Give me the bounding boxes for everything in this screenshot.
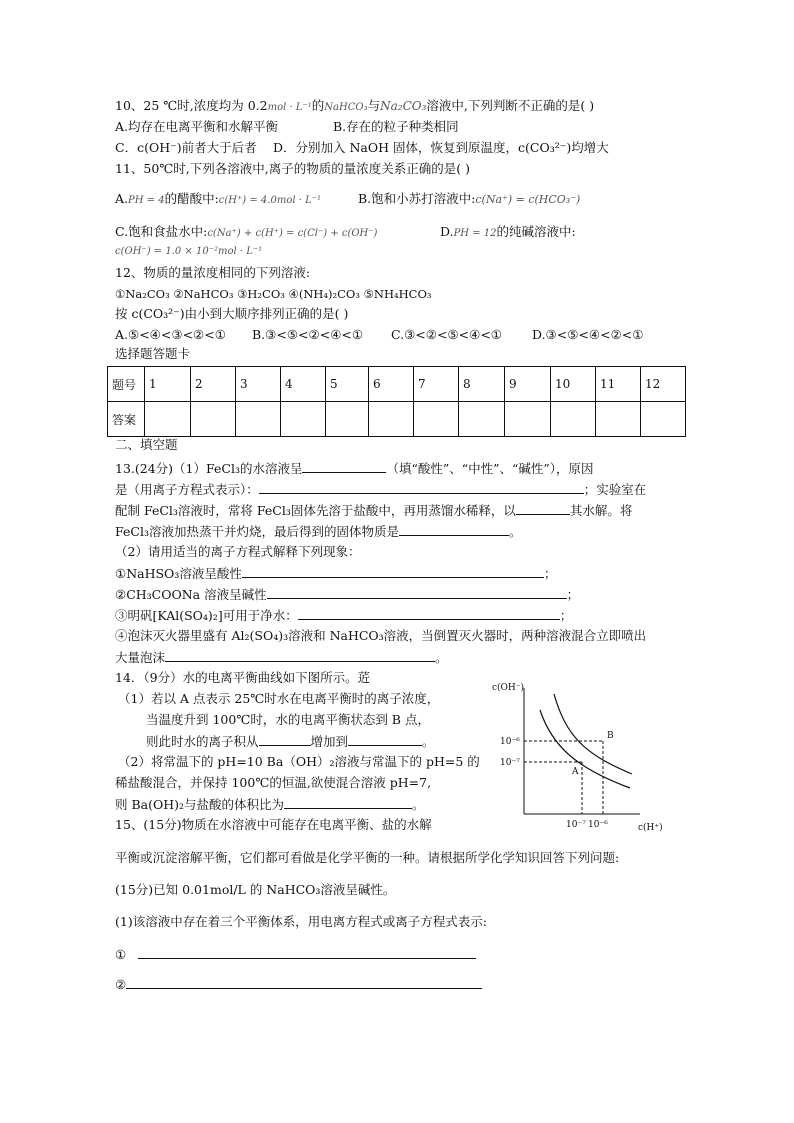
question-number-cell: 11 [596, 367, 641, 402]
q14-line6: 稀盐酸混合，并保持 100℃的恒温,欲使混合溶液 pH=7, [115, 775, 432, 790]
q12-option-b[interactable]: B.③<⑤<②<④<① [252, 327, 364, 342]
question-number-cell: 1 [145, 367, 191, 402]
q15-line2: 平衡或沉淀溶解平衡，它们都可看做是化学平衡的一种。请根据所学化学知识回答下列问题: [115, 850, 620, 865]
q11-stem: 11、50℃时,下列各溶液中,离子的物质的量浓度关系正确的是( ) [115, 161, 470, 176]
q13-item4: ④泡沫灭火器里盛有 Al₂(SO₄)₃溶液和 NaHCO₃溶液，当倒置灭火器时，两种溶液混合立即喷出 [115, 628, 647, 643]
question-number-cell: 7 [414, 367, 459, 402]
q14-line4: 则此时水的离子积从 增加到 。 [146, 734, 435, 749]
q15-answer-2: ② [115, 976, 482, 993]
question-number-cell: 2 [191, 367, 236, 402]
q10-option-b[interactable]: B.存在的粒子种类相同 [333, 119, 459, 134]
answer-cell[interactable] [145, 402, 191, 437]
answer-card-row-label: 答案 [108, 402, 145, 437]
answer-blank[interactable] [138, 946, 476, 959]
water-ionization-graph [480, 676, 670, 836]
q11-option-b[interactable]: B.饱和小苏打溶液中:c(Na⁺) = c(HCO₃⁻) [358, 191, 581, 206]
q15-answer-1: ① [115, 946, 476, 963]
q12-option-d[interactable]: D.③<⑤<④<②<① [532, 327, 644, 342]
answer-card-number-row [108, 367, 686, 402]
answer-cell[interactable] [326, 402, 369, 437]
q13-item2: ②CH₃COONa 溶液呈碱性 ； [115, 587, 580, 602]
q10-options-cd [115, 140, 609, 156]
q10-option-d[interactable]: D．分别加入 NaOH 固体，恢复到原温度，c(CO₃²⁻)均增大 [273, 140, 609, 155]
answer-blank[interactable] [399, 523, 509, 536]
question-number-cell: 4 [281, 367, 326, 402]
q12-options [115, 327, 644, 343]
q13-item4-cont: 大量泡沫 。 [115, 650, 448, 665]
answer-cell[interactable] [414, 402, 459, 437]
point-b-label: B [607, 731, 614, 741]
graph-y-label: c(OH⁻) [492, 683, 525, 693]
q13-line2: 是（用离子方程式表示）： ；实验室在 [115, 482, 647, 497]
q13-item1: ①NaHSO₃溶液呈酸性 ； [115, 566, 557, 581]
answer-blank[interactable] [242, 565, 544, 578]
answer-blank[interactable] [284, 796, 412, 809]
q10-stem: 10、25 ℃时,浓度均为 0.2mol · L⁻¹的NaHCO₃与Na₂CO₃溶液中,下列判断不正确的是( ) [115, 98, 595, 113]
q14-line7: 则 Ba(OH)₂与盐酸的体积比为 。 [115, 797, 425, 812]
q15-line1: 15、(15分)物质在水溶液中可能存在电离平衡、盐的水解 [115, 817, 432, 832]
q11-option-c[interactable]: C.饱和食盐水中:c(Na⁺) + c(H⁺) = c(Cl⁻) + c(OH⁻) [115, 224, 378, 239]
answer-cell[interactable] [641, 402, 686, 437]
answer-cell[interactable] [596, 402, 641, 437]
answer-blank[interactable] [348, 733, 422, 746]
answer-card-title: 选择题答题卡 [115, 346, 191, 361]
x-tick-label: 10⁻⁶ [588, 820, 608, 830]
answer-cell[interactable] [505, 402, 551, 437]
q12-items: ①Na₂CO₃ ②NaHCO₃ ③H₂CO₃ ④(NH₄)₂CO₃ ⑤NH₄HCO₃ [115, 287, 432, 301]
question-number-cell: 3 [236, 367, 281, 402]
question-number-cell: 10 [551, 367, 596, 402]
q13-line1: 13.(24分)（1）FeCl₃的水溶液呈 （填“酸性”、“中性”、“碱性”），原因 [115, 461, 594, 476]
q13-part2: （2）请用适当的离子方程式解释下列现象： [115, 544, 361, 559]
answer-blank[interactable] [298, 607, 560, 620]
answer-cell[interactable] [459, 402, 505, 437]
q12-ask: 按 c(CO₃²⁻)由小到大顺序排列正确的是( ) [115, 306, 349, 321]
answer-blank[interactable] [516, 502, 570, 515]
y-tick-label: 10⁻⁷ [500, 758, 520, 768]
question-number-cell: 5 [326, 367, 369, 402]
question-number-cell: 8 [459, 367, 505, 402]
q10-options-ab [115, 119, 459, 135]
answer-blank[interactable] [259, 481, 584, 494]
answer-blank[interactable] [165, 649, 435, 662]
answer-blank[interactable] [126, 976, 482, 989]
answer-card-row-label: 题号 [108, 367, 145, 402]
graph-x-label: c(H⁺) [638, 823, 663, 833]
x-tick-label: 10⁻⁷ [566, 820, 586, 830]
q12-option-a[interactable]: A.⑤<④<③<②<① [115, 327, 226, 342]
q14-line1: 14．（9分）水的电离平衡曲线如下图所示。菦 [115, 670, 371, 685]
q11-option-d-formula: c(OH⁻) = 1.0 × 10⁻²mol · L⁻¹ [115, 246, 263, 257]
y-tick-label: 10⁻⁶ [500, 737, 520, 747]
answer-card-table [107, 366, 686, 437]
q11-option-a[interactable]: A.PH = 4的醋酸中:c(H⁺) = 4.0mol · L⁻¹ [115, 191, 322, 206]
answer-cell[interactable] [191, 402, 236, 437]
q14-line3: 当温度升到 100℃时，水的电离平衡状态到 B 点， [146, 712, 430, 727]
answer-cell[interactable] [369, 402, 414, 437]
curve-lower [540, 710, 630, 788]
q13-line4: FeCl₃溶液加热蒸干并灼烧，最后得到的固体物质是 。 [115, 524, 522, 539]
q10-option-c[interactable]: C．c(OH⁻)前者大于后者 [115, 140, 257, 155]
q13-line3: 配制 FeCl₃溶液时，常将 FeCl₃固体先溶于盐酸中，再用蒸馏水稀释，以 其水解。将 [115, 503, 633, 518]
q12-option-c[interactable]: C.③<②<⑤<④<① [391, 327, 503, 342]
answer-card-answer-row [108, 402, 686, 437]
answer-blank[interactable] [302, 460, 386, 473]
answer-blank[interactable] [259, 733, 311, 746]
q12-stem: 12、物质的量浓度相同的下列溶液: [115, 265, 311, 280]
q15-line4: (1)该溶液中存在着三个平衡体系，用电离方程式或离子方程式表示: [115, 914, 487, 929]
q13-item3: ③明矾[KAl(SO₄)₂]可用于净水： ； [115, 608, 573, 623]
q11-option-d[interactable]: D.PH = 12的纯碱溶液中: [440, 224, 576, 239]
answer-cell[interactable] [236, 402, 281, 437]
answer-blank[interactable] [267, 586, 567, 599]
answer-cell[interactable] [551, 402, 596, 437]
section-title: 二、填空题 [115, 437, 178, 452]
answer-cell[interactable] [281, 402, 326, 437]
question-number-cell: 12 [641, 367, 686, 402]
q14-line5: （2）将常温下的 pH=10 Ba（OH）₂溶液与常温下的 pH=5 的 [118, 754, 480, 769]
question-number-cell: 9 [505, 367, 551, 402]
question-number-cell: 6 [369, 367, 414, 402]
q15-line3: (15分)已知 0.01mol/L 的 NaHCO₃溶液呈碱性。 [115, 882, 396, 897]
q14-line2: （1）若以 A 点表示 25℃时水在电离平衡时的离子浓度， [118, 691, 440, 706]
q10-option-a[interactable]: A.均存在电离平衡和水解平衡 [115, 119, 279, 134]
point-a-label: A [572, 767, 579, 777]
